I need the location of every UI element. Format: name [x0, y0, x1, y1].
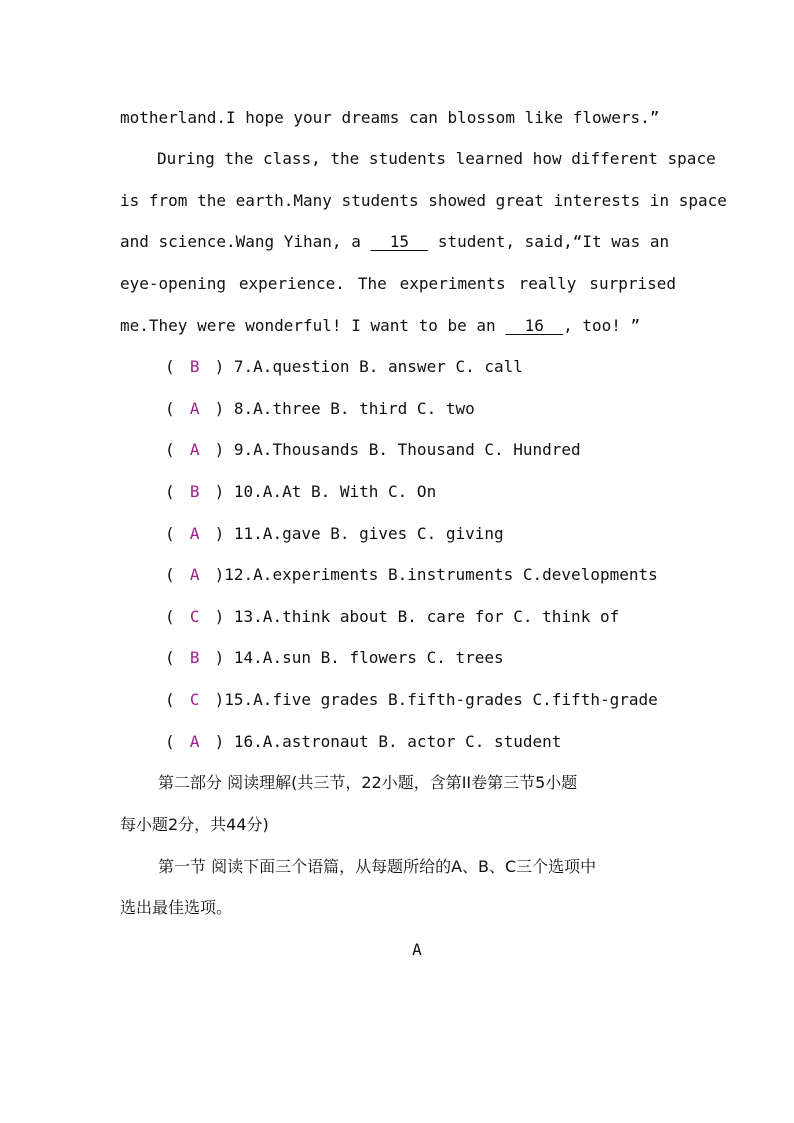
passage-line-6 [120, 316, 676, 336]
passage-line-2: During the class, the students learned how different space [157, 149, 716, 168]
question-7 [165, 357, 685, 377]
options-15: )15.A.five grades B.fifth-grades C.fifth-grade [214, 690, 658, 709]
line6-text-after: , too! ” [563, 316, 641, 335]
section-one-instruction: 第一节 阅读下面三个语篇，从每题所给的A、B、C三个选项中 [158, 857, 597, 876]
open-paren: ( [165, 440, 175, 459]
open-paren: ( [165, 399, 175, 418]
open-paren: ( [165, 524, 175, 543]
options-7: ) 7.A.question B. answer C. call [214, 357, 523, 376]
question-11 [165, 524, 685, 544]
question-14 [165, 648, 685, 668]
passage-line-1: motherland.I hope your dreams can blossom like flowers.” [120, 108, 660, 127]
line4-text-before: and science.Wang Yihan, a [120, 232, 361, 251]
answer-8: A [189, 399, 200, 418]
answer-9: A [189, 440, 200, 459]
options-13: ) 13.A.think about B. care for C. think of [214, 607, 620, 626]
question-15 [165, 690, 685, 710]
open-paren: ( [165, 607, 175, 626]
options-10: ) 10.A.At B. With C. On [214, 482, 437, 501]
part-two-heading-cont: 每小题2分，共44分) [120, 815, 269, 834]
open-paren: ( [165, 732, 175, 751]
answer-11: A [189, 524, 200, 543]
question-13 [165, 607, 685, 627]
part-two-heading: 第二部分 阅读理解(共三节，22小题，含第II卷第三节5小题 [158, 773, 578, 792]
question-12 [165, 565, 685, 585]
passage-label: A [412, 940, 422, 959]
options-16: ) 16.A.astronaut B. actor C. student [214, 732, 562, 751]
options-11: ) 11.A.gave B. gives C. giving [214, 524, 504, 543]
question-9 [165, 440, 685, 460]
blank-16: 16 [505, 316, 564, 335]
question-10 [165, 482, 685, 502]
options-12: )12.A.experiments B.instruments C.developments [214, 565, 658, 584]
answer-7: B [189, 357, 200, 376]
open-paren: ( [165, 482, 175, 501]
line6-text-before: me.They were wonderful! I want to be an [120, 316, 496, 335]
options-14: ) 14.A.sun B. flowers C. trees [214, 648, 504, 667]
line4-text-after: student, said,“It was an [437, 232, 670, 251]
open-paren: ( [165, 565, 175, 584]
options-8: ) 8.A.three B. third C. two [214, 399, 475, 418]
question-16 [165, 732, 685, 752]
answer-13: C [189, 607, 200, 626]
passage-line-4 [120, 232, 676, 252]
section-one-instruction-cont: 选出最佳选项。 [120, 898, 233, 917]
question-8 [165, 399, 685, 419]
passage-line-5: eye-opening experience. The experiments really surprised [120, 274, 676, 293]
open-paren: ( [165, 357, 175, 376]
answer-12: A [189, 565, 200, 584]
blank-15: 15 [370, 232, 429, 251]
open-paren: ( [165, 648, 175, 667]
answer-10: B [189, 482, 200, 501]
open-paren: ( [165, 690, 175, 709]
options-9: ) 9.A.Thousands B. Thousand C. Hundred [214, 440, 581, 459]
answer-15: C [189, 690, 200, 709]
passage-line-3: is from the earth.Many students showed great interests in space [120, 191, 727, 210]
answer-14: B [189, 648, 200, 667]
answer-16: A [189, 732, 200, 751]
